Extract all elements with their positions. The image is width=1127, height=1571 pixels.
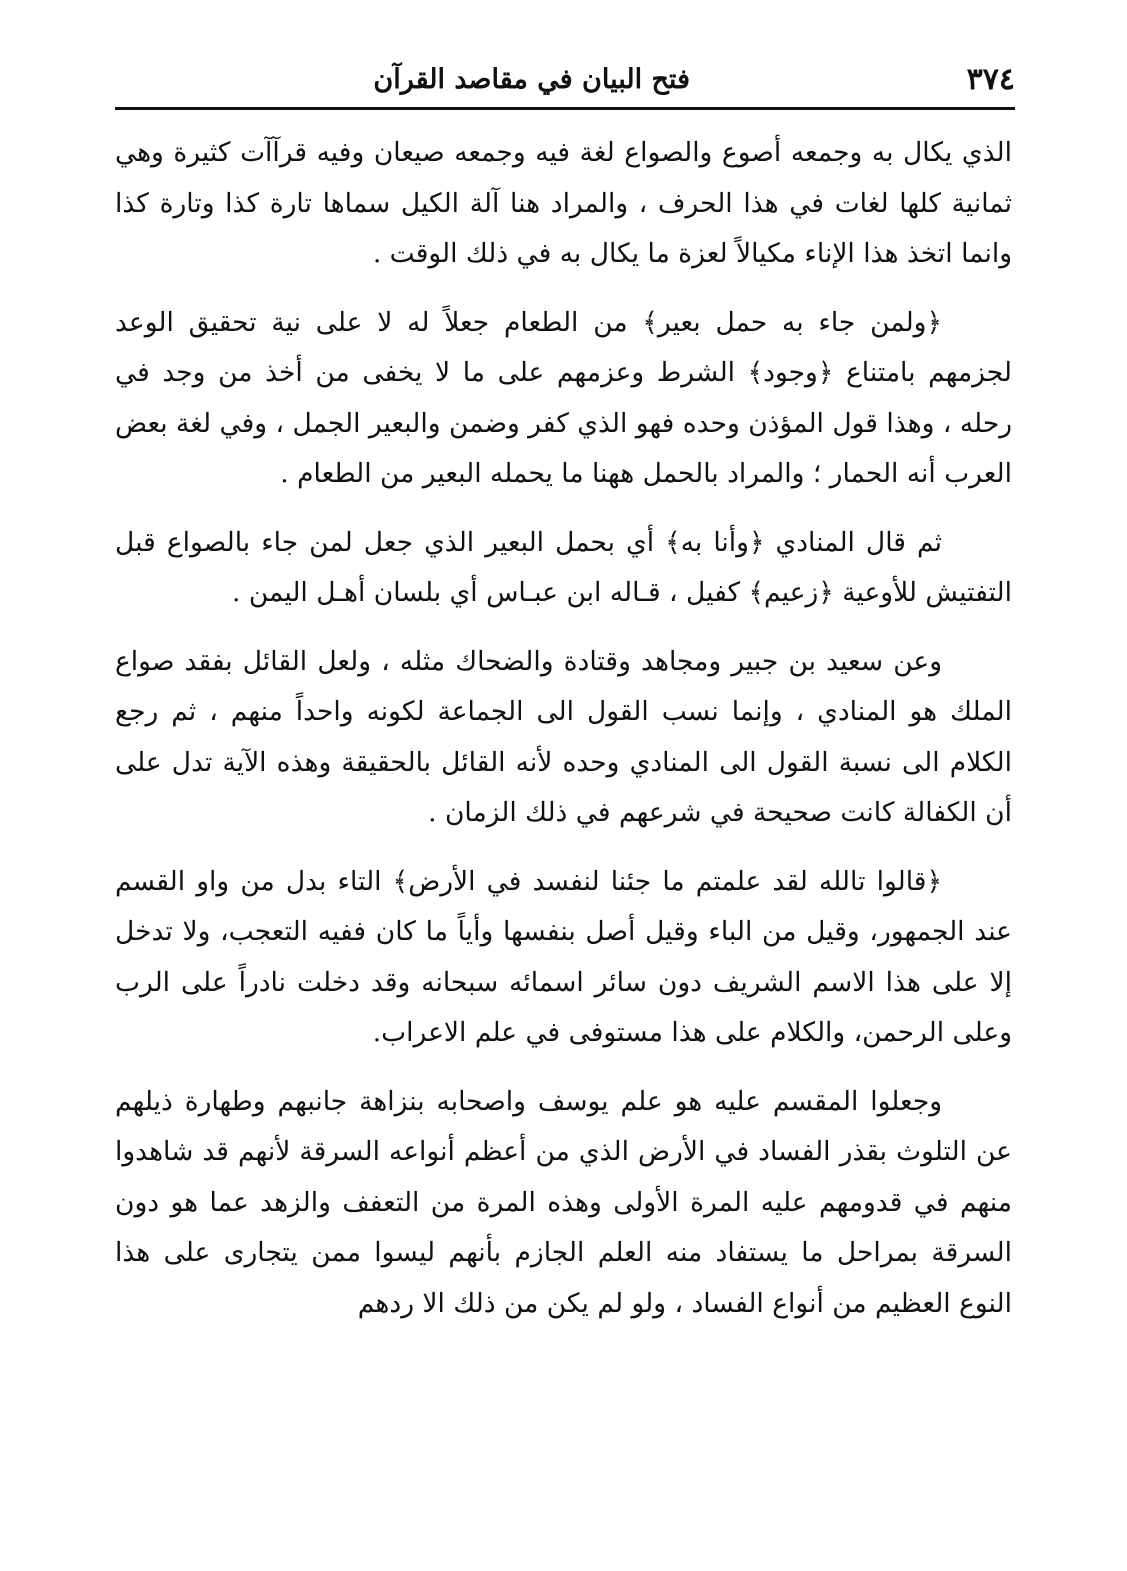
paragraph-1: الذي يكال به وجمعه أصوع والصواع لغة فيه وجمعه صيعان وفيه قرآآت كثيرة وهي ثمانية كلها لغات في هذا الحرف ، والمراد هنا آلة الكيل سماها تارة كذا وتارة كذا وانما اتخذ هذا الإناء مكيالاً لعزة ما يكال به في ذلك الوقت . [115, 137, 1012, 269]
paragraph-4: وعن سعيد بن جبير ومجاهد وقتادة والضحاك مثله ، ولعل القائل بفقد صواع الملك هو المنادي ، وإنما نسب القول الى الجماعة لكونه واحداً منهم ، ثم رجع الكلام الى نسبة القول الى المنادي وحده لأنه القائل بالحقيقة وهذه الآية تدل على أن الكفالة كانت صحيحة في شرعهم في ذلك الزمان . [115, 645, 1012, 828]
paragraph-6: وجعلوا المقسم عليه هو علم يوسف واصحابه بنزاهة جانبهم وطهارة ذيلهم عن التلوث بقذر الفساد في الأرض الذي من أعظم أنواعه السرقة لأنهم قد شاهدوا منهم في قدومهم عليه المرة الأولى وهذه المرة من التعفف والزهد عما هو دون السرقة بمراحل ما يستفاد منه العلم الجازم بأنهم ليسوا ممن يتجارى على هذا النوع العظيم من أنواع الفساد ، ولو لم يكن من ذلك الا ردهم [115, 1085, 1012, 1319]
running-header [115, 56, 1015, 106]
paragraph-5: ﴿قالوا تالله لقد علمتم ما جئنا لنفسد في الأرض﴾ التاء بدل من واو القسم عند الجمهور، وقيل من الباء وقيل أصل بنفسها وأياً ما كان ففيه التعجب، ولا تدخل إلا على هذا الاسم الشريف دون سائر اسمائه سبحانه وقد دخلت نادراً على الرب وعلى الرحمن، والكلام على هذا مستوفى في علم الاعراب. [115, 865, 1012, 1048]
paragraph-2: ﴿ولمن جاء به حمل بعير﴾ من الطعام جعلاً له لا على نية تحقيق الوعد لجزمهم بامتناع ﴿وجود﴾ الشرط وعزمهم على ما لا يخفى من أخذ من وجد في رحله ، وهذا قول المؤذن وحده فهو الذي كفر وضمن والبعير الجمل ، وفي لغة بعض العرب أنه الحمار ؛ والمراد بالحمل ههنا ما يحمله البعير من الطعام . [115, 306, 1013, 489]
header-divider [115, 107, 1015, 110]
paragraph-3: ثم قال المنادي ﴿وأنا به﴾ أي بحمل البعير الذي جعل لمن جاء بالصواع قبل التفتيش للأوعية ﴿زعيم﴾ كفيل ، قـاله ابن عبـاس أي بلسان أهـل اليمن . [115, 526, 1012, 608]
page-number: ٣٧٤ [966, 62, 1015, 97]
book-title: فتح البيان في مقاصد القرآن [373, 64, 690, 95]
page-body [115, 128, 1012, 1347]
